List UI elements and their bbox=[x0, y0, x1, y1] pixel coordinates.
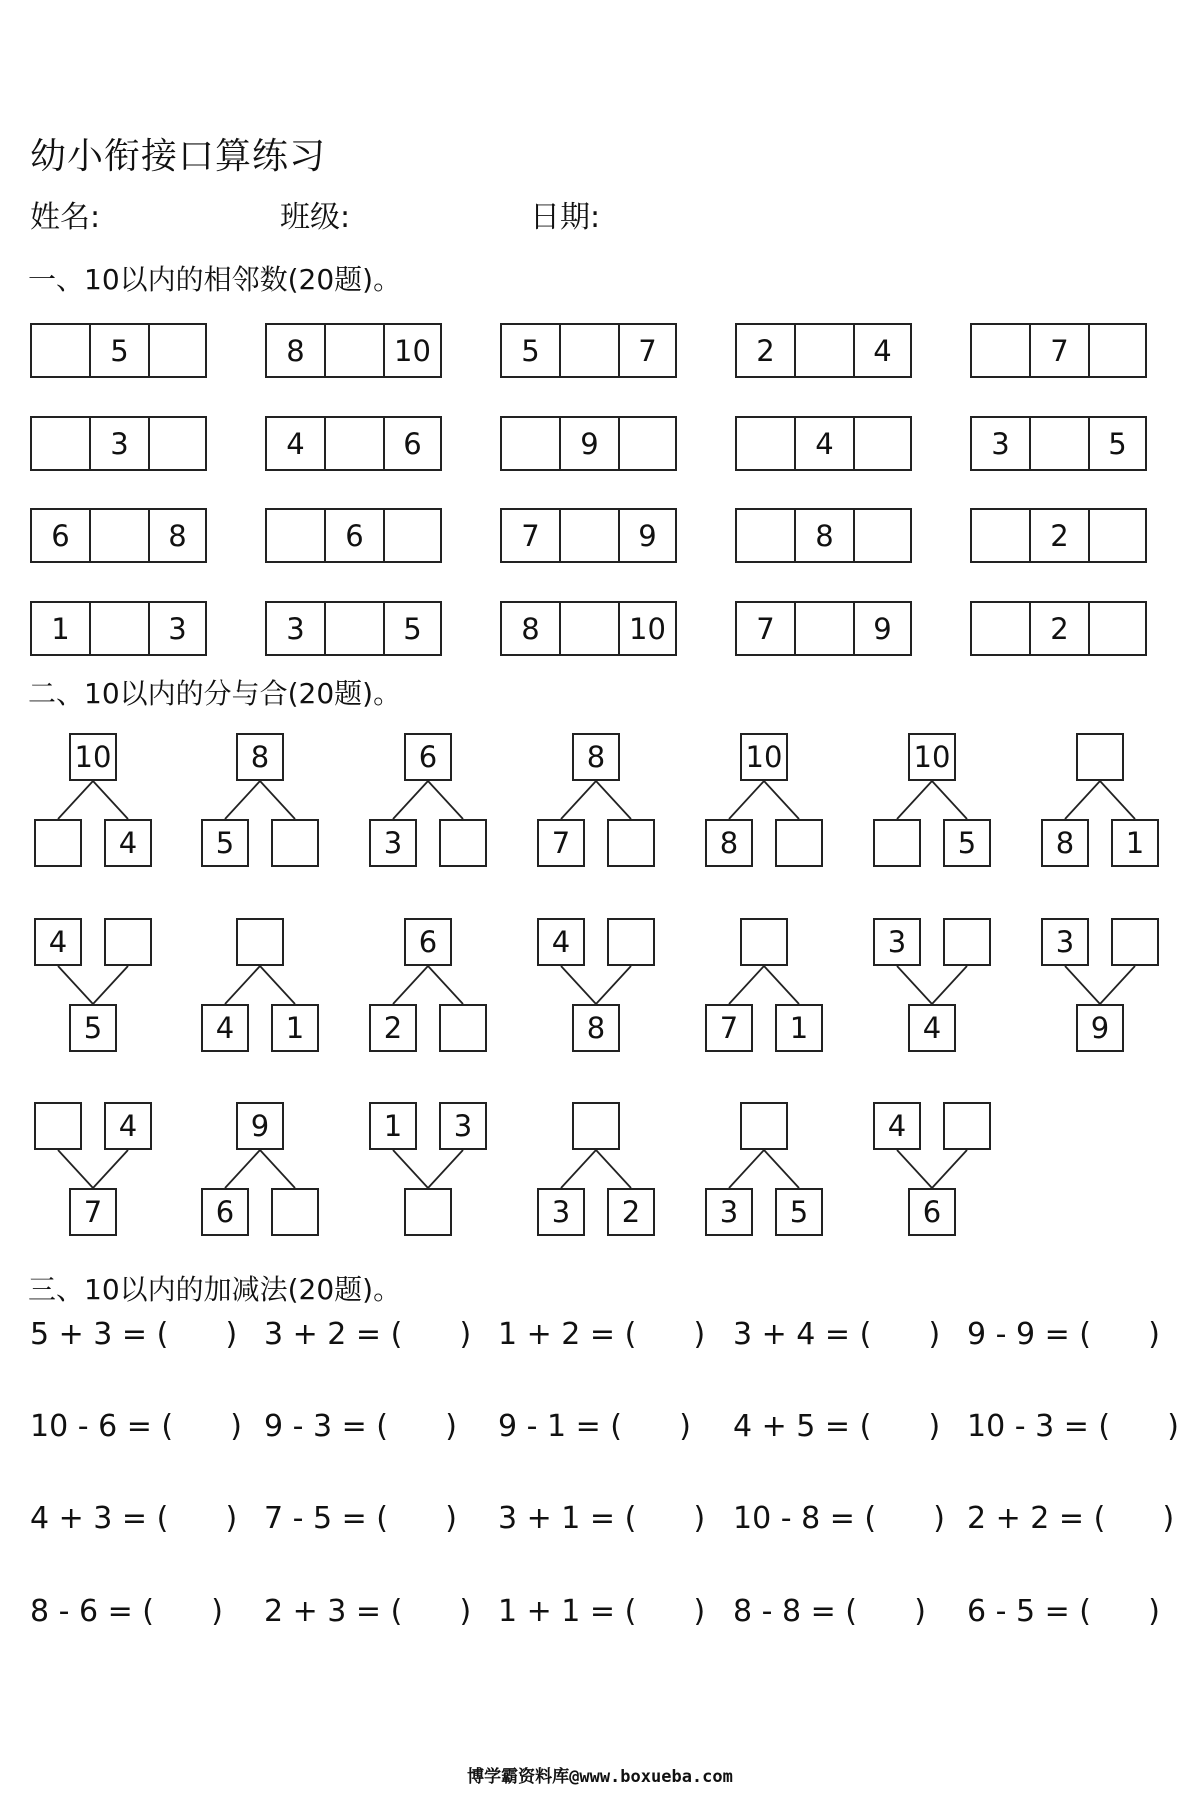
decompose-part-right-box: 4 bbox=[104, 819, 152, 867]
decompose-part-left-box: 4 bbox=[537, 918, 585, 966]
decompose-total-box: 9 bbox=[1076, 1004, 1124, 1052]
decompose-part-left-box: 3 bbox=[369, 819, 417, 867]
decompose-part-left-box: 8 bbox=[705, 819, 753, 867]
tree-branch-line bbox=[260, 1150, 295, 1188]
decompose-part-left-box: 5 bbox=[201, 819, 249, 867]
equation-item[interactable]: 3 + 2 = ( ) bbox=[264, 1317, 472, 1352]
section-decompose-heading: 二、10以内的分与合(20题)。 bbox=[28, 677, 402, 710]
tree-branch-line bbox=[897, 781, 932, 819]
tree-branch-line bbox=[764, 781, 799, 819]
tree-branch-line bbox=[1100, 966, 1135, 1004]
decompose-part-left-box: 6 bbox=[201, 1188, 249, 1236]
decompose-total-box: 8 bbox=[572, 733, 620, 781]
decompose-part-left-box: 4 bbox=[201, 1004, 249, 1052]
decompose-total-box: 10 bbox=[69, 733, 117, 781]
neighbor-given-box: 7 bbox=[500, 508, 561, 563]
decompose-total-answer-box[interactable] bbox=[1076, 733, 1124, 781]
equation-item[interactable]: 10 - 3 = ( ) bbox=[967, 1409, 1179, 1444]
decompose-total-box: 10 bbox=[908, 733, 956, 781]
tree-branch-line bbox=[729, 966, 764, 1004]
tree-branch-line bbox=[58, 1150, 93, 1188]
tree-branch-line bbox=[93, 966, 128, 1004]
footer-watermark: 博学霸资料库@www.boxueba.com bbox=[467, 1767, 733, 1787]
equation-item[interactable]: 9 - 9 = ( ) bbox=[967, 1317, 1160, 1352]
neighbor-given-box: 4 bbox=[265, 416, 326, 471]
equation-item[interactable]: 10 - 8 = ( ) bbox=[733, 1501, 945, 1536]
neighbor-given-box: 6 bbox=[30, 508, 91, 563]
neighbor-given-box: 7 bbox=[1029, 323, 1090, 378]
decompose-total-box: 8 bbox=[236, 733, 284, 781]
decompose-part-left-answer-box[interactable] bbox=[873, 819, 921, 867]
equation-item[interactable]: 1 + 1 = ( ) bbox=[498, 1594, 706, 1629]
decompose-total-box: 6 bbox=[908, 1188, 956, 1236]
neighbor-given-box: 2 bbox=[1029, 508, 1090, 563]
decompose-total-answer-box[interactable] bbox=[236, 918, 284, 966]
neighbor-given-box: 9 bbox=[618, 508, 677, 563]
tree-branch-line bbox=[393, 1150, 428, 1188]
tree-branch-line bbox=[1065, 966, 1100, 1004]
neighbor-given-box: 8 bbox=[794, 508, 855, 563]
decompose-part-left-answer-box[interactable] bbox=[34, 819, 82, 867]
neighbor-given-box: 3 bbox=[970, 416, 1031, 471]
decompose-part-right-answer-box[interactable] bbox=[1111, 918, 1159, 966]
tree-branch-line bbox=[1100, 781, 1135, 819]
decompose-part-right-answer-box[interactable] bbox=[607, 819, 655, 867]
tree-branch-line bbox=[58, 966, 93, 1004]
section-neighbors-heading: 一、10以内的相邻数(20题)。 bbox=[28, 263, 402, 296]
tree-branch-line bbox=[596, 1150, 631, 1188]
decompose-part-left-box: 8 bbox=[1041, 819, 1089, 867]
page-title: 幼小衔接口算练习 bbox=[30, 136, 327, 177]
equation-item[interactable]: 9 - 1 = ( ) bbox=[498, 1409, 691, 1444]
decompose-part-left-box: 3 bbox=[873, 918, 921, 966]
tree-branch-line bbox=[897, 966, 932, 1004]
decompose-total-box: 6 bbox=[404, 918, 452, 966]
decompose-part-right-box: 5 bbox=[943, 819, 991, 867]
neighbor-given-box: 2 bbox=[1029, 601, 1090, 656]
tree-branch-line bbox=[93, 1150, 128, 1188]
tree-branch-line bbox=[932, 966, 967, 1004]
neighbor-given-box: 4 bbox=[853, 323, 912, 378]
neighbor-given-box: 6 bbox=[324, 508, 385, 563]
decompose-part-right-answer-box[interactable] bbox=[439, 1004, 487, 1052]
tree-branch-line bbox=[428, 966, 463, 1004]
decompose-part-right-box: 3 bbox=[439, 1102, 487, 1150]
decompose-part-right-answer-box[interactable] bbox=[775, 819, 823, 867]
neighbor-given-box: 10 bbox=[383, 323, 442, 378]
tree-branch-line bbox=[225, 781, 260, 819]
neighbor-given-box: 9 bbox=[853, 601, 912, 656]
decompose-part-right-answer-box[interactable] bbox=[439, 819, 487, 867]
equation-item[interactable]: 8 - 6 = ( ) bbox=[30, 1594, 223, 1629]
decompose-part-left-answer-box[interactable] bbox=[34, 1102, 82, 1150]
decompose-total-box: 7 bbox=[69, 1188, 117, 1236]
decompose-total-box: 8 bbox=[572, 1004, 620, 1052]
decompose-total-answer-box[interactable] bbox=[404, 1188, 452, 1236]
neighbor-given-box: 3 bbox=[148, 601, 207, 656]
tree-branch-line bbox=[561, 781, 596, 819]
neighbor-given-box: 5 bbox=[89, 323, 150, 378]
equation-item[interactable]: 4 + 5 = ( ) bbox=[733, 1409, 941, 1444]
decompose-part-left-box: 1 bbox=[369, 1102, 417, 1150]
neighbor-given-box: 7 bbox=[735, 601, 796, 656]
tree-branch-line bbox=[260, 781, 295, 819]
neighbor-given-box: 3 bbox=[265, 601, 326, 656]
tree-branch-line bbox=[932, 1150, 967, 1188]
equation-item[interactable]: 10 - 6 = ( ) bbox=[30, 1409, 242, 1444]
equation-item[interactable]: 3 + 1 = ( ) bbox=[498, 1501, 706, 1536]
decompose-part-right-answer-box[interactable] bbox=[271, 819, 319, 867]
neighbor-given-box: 5 bbox=[1088, 416, 1147, 471]
tree-branch-line bbox=[225, 966, 260, 1004]
tree-branch-line bbox=[596, 966, 631, 1004]
decompose-total-box: 9 bbox=[236, 1102, 284, 1150]
equation-item[interactable]: 4 + 3 = ( ) bbox=[30, 1501, 238, 1536]
tree-branch-line bbox=[428, 1150, 463, 1188]
decompose-part-left-box: 2 bbox=[369, 1004, 417, 1052]
equation-item[interactable]: 3 + 4 = ( ) bbox=[733, 1317, 941, 1352]
neighbor-given-box: 10 bbox=[618, 601, 677, 656]
decompose-part-right-box: 1 bbox=[271, 1004, 319, 1052]
decompose-part-right-box: 1 bbox=[1111, 819, 1159, 867]
tree-branch-line bbox=[764, 1150, 799, 1188]
decompose-part-left-box: 7 bbox=[537, 819, 585, 867]
date-label: 日期: bbox=[530, 200, 601, 235]
neighbor-given-box: 2 bbox=[735, 323, 796, 378]
tree-branch-line bbox=[428, 781, 463, 819]
neighbor-given-box: 5 bbox=[500, 323, 561, 378]
tree-branch-line bbox=[225, 1150, 260, 1188]
neighbor-given-box: 6 bbox=[383, 416, 442, 471]
decompose-part-right-box: 1 bbox=[775, 1004, 823, 1052]
tree-branch-line bbox=[596, 781, 631, 819]
tree-branch-line bbox=[729, 781, 764, 819]
tree-branch-line bbox=[1065, 781, 1100, 819]
tree-branch-line bbox=[393, 966, 428, 1004]
name-label: 姓名: bbox=[30, 200, 101, 235]
decompose-part-left-box: 4 bbox=[873, 1102, 921, 1150]
decompose-part-left-box: 3 bbox=[537, 1188, 585, 1236]
equation-item[interactable]: 2 + 3 = ( ) bbox=[264, 1594, 472, 1629]
tree-branch-line bbox=[260, 966, 295, 1004]
section-arith-heading: 三、10以内的加减法(20题)。 bbox=[28, 1273, 402, 1306]
decompose-total-box: 10 bbox=[740, 733, 788, 781]
neighbor-given-box: 3 bbox=[89, 416, 150, 471]
neighbor-given-box: 4 bbox=[794, 416, 855, 471]
decompose-total-box: 5 bbox=[69, 1004, 117, 1052]
equation-item[interactable]: 9 - 3 = ( ) bbox=[264, 1409, 457, 1444]
decompose-part-left-box: 4 bbox=[34, 918, 82, 966]
decompose-part-left-box: 3 bbox=[1041, 918, 1089, 966]
equation-item[interactable]: 7 - 5 = ( ) bbox=[264, 1501, 457, 1536]
equation-item[interactable]: 5 + 3 = ( ) bbox=[30, 1317, 238, 1352]
decompose-part-left-box: 3 bbox=[705, 1188, 753, 1236]
decompose-part-right-answer-box[interactable] bbox=[943, 1102, 991, 1150]
decompose-part-right-answer-box[interactable] bbox=[607, 918, 655, 966]
decompose-part-right-box: 4 bbox=[104, 1102, 152, 1150]
neighbor-given-box: 1 bbox=[30, 601, 91, 656]
decompose-part-right-answer-box[interactable] bbox=[943, 918, 991, 966]
neighbor-given-box: 8 bbox=[265, 323, 326, 378]
equation-item[interactable]: 2 + 2 = ( ) bbox=[967, 1501, 1175, 1536]
neighbor-given-box: 5 bbox=[383, 601, 442, 656]
tree-branch-line bbox=[764, 966, 799, 1004]
decompose-total-answer-box[interactable] bbox=[572, 1102, 620, 1150]
neighbor-given-box: 9 bbox=[559, 416, 620, 471]
tree-branch-line bbox=[58, 781, 93, 819]
equation-item[interactable]: 8 - 8 = ( ) bbox=[733, 1594, 926, 1629]
decompose-part-right-box: 5 bbox=[775, 1188, 823, 1236]
decompose-total-answer-box[interactable] bbox=[740, 918, 788, 966]
tree-branch-line bbox=[932, 781, 967, 819]
decompose-part-left-box: 7 bbox=[705, 1004, 753, 1052]
decompose-part-right-answer-box[interactable] bbox=[271, 1188, 319, 1236]
decompose-total-box: 4 bbox=[908, 1004, 956, 1052]
tree-branch-line bbox=[897, 1150, 932, 1188]
tree-branch-line bbox=[561, 966, 596, 1004]
neighbor-given-box: 8 bbox=[500, 601, 561, 656]
neighbor-given-box: 7 bbox=[618, 323, 677, 378]
equation-item[interactable]: 1 + 2 = ( ) bbox=[498, 1317, 706, 1352]
decompose-total-answer-box[interactable] bbox=[740, 1102, 788, 1150]
class-label: 班级: bbox=[280, 200, 351, 235]
tree-branch-line bbox=[93, 781, 128, 819]
tree-branch-line bbox=[561, 1150, 596, 1188]
decompose-part-right-answer-box[interactable] bbox=[104, 918, 152, 966]
tree-branch-line bbox=[729, 1150, 764, 1188]
decompose-part-right-box: 2 bbox=[607, 1188, 655, 1236]
equation-item[interactable]: 6 - 5 = ( ) bbox=[967, 1594, 1160, 1629]
tree-branch-line bbox=[393, 781, 428, 819]
decompose-total-box: 6 bbox=[404, 733, 452, 781]
neighbor-given-box: 8 bbox=[148, 508, 207, 563]
